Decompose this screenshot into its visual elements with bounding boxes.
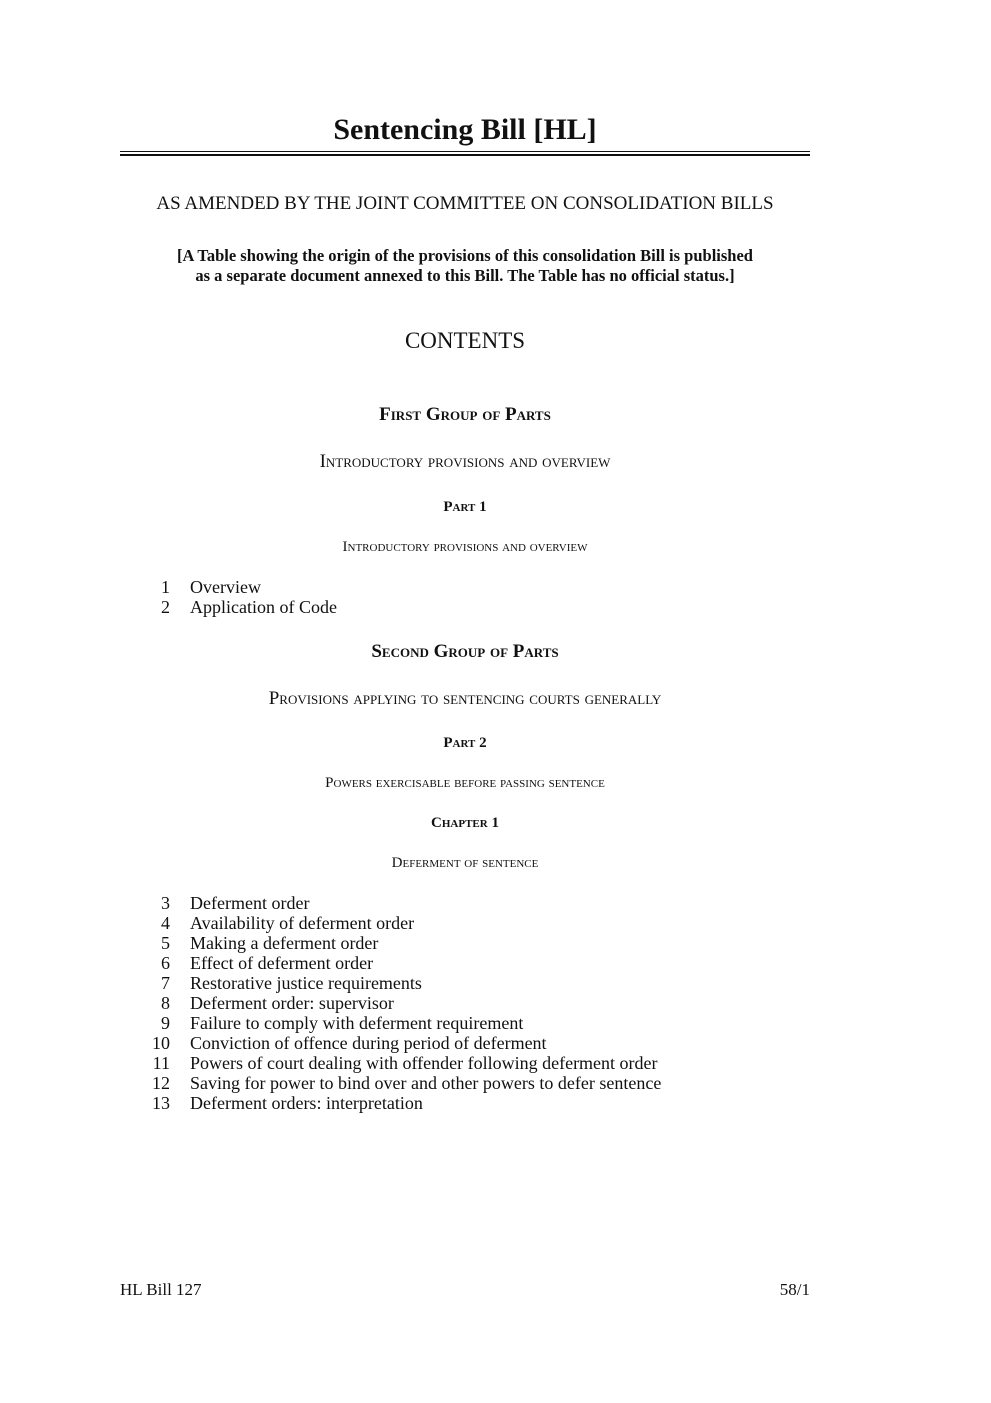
toc-item-number: 5 [161, 933, 170, 953]
origin-note-line-2: as a separate document annexed to this Bill. The Table has no official status.] [195, 266, 735, 285]
chapter-1-heading: Chapter 1 [431, 815, 499, 831]
toc-item-number: 2 [161, 597, 170, 617]
title-rule-thin [120, 151, 810, 152]
toc-item-number: 12 [152, 1073, 170, 1093]
toc-item-title: Deferment order [190, 893, 310, 913]
second-group-subheading: Provisions applying to sentencing courts generally [268, 688, 662, 709]
toc-item[interactable] [120, 597, 810, 617]
toc-item[interactable] [120, 913, 810, 933]
toc-item[interactable] [120, 953, 810, 973]
toc-item[interactable] [120, 577, 810, 597]
part-1-subheading: Introductory provisions and overview [342, 539, 588, 555]
toc-item-number: 6 [161, 953, 170, 973]
footer-page-reference: 58/1 [779, 1280, 810, 1299]
first-group-subheading: Introductory provisions and overview [319, 451, 611, 472]
part-1-contents-list [120, 577, 810, 617]
toc-item-title: Overview [190, 577, 261, 597]
origin-table-note [120, 246, 810, 286]
toc-item-number: 10 [152, 1033, 170, 1053]
toc-item[interactable] [120, 1013, 810, 1033]
contents-heading: CONTENTS [404, 328, 526, 353]
toc-item-number: 1 [161, 577, 170, 597]
toc-item[interactable] [120, 973, 810, 993]
toc-item-title: Availability of deferment order [190, 913, 415, 933]
chapter-1-subheading: Deferment of sentence [391, 855, 539, 871]
part-1-heading: Part 1 [443, 499, 487, 515]
chapter-1-contents-list [120, 893, 810, 1113]
part-2-heading: Part 2 [443, 735, 487, 751]
origin-note-line-1: [A Table showing the origin of the provisions of this consolidation Bill is published [177, 246, 753, 265]
toc-item-number: 7 [161, 973, 170, 993]
toc-item[interactable] [120, 1033, 810, 1053]
part-2-subheading: Powers exercisable before passing sentence [325, 775, 605, 791]
second-group-heading: Second Group of Parts [371, 641, 559, 662]
first-group-heading: First Group of Parts [379, 404, 551, 425]
toc-item-number: 3 [161, 893, 170, 913]
title-rule-thick [120, 154, 810, 156]
toc-item-number: 13 [152, 1093, 170, 1113]
toc-item-title: Application of Code [190, 597, 337, 617]
document-page [120, 0, 810, 1403]
toc-item[interactable] [120, 1073, 810, 1093]
toc-item-title: Conviction of offence during period of deferment [190, 1033, 547, 1053]
toc-item-title: Deferment order: supervisor [190, 993, 394, 1013]
toc-item-title: Restorative justice requirements [190, 973, 422, 993]
toc-item-title: Deferment orders: interpretation [190, 1093, 423, 1113]
toc-item-number: 11 [152, 1053, 170, 1073]
toc-item-number: 4 [161, 913, 170, 933]
footer-bill-reference: HL Bill 127 [120, 1280, 202, 1299]
toc-item-number: 9 [161, 1013, 170, 1033]
toc-item[interactable] [120, 933, 810, 953]
toc-item[interactable] [120, 993, 810, 1013]
toc-item[interactable] [120, 1053, 810, 1073]
bill-title: Sentencing Bill [HL] [333, 113, 597, 146]
toc-item-title: Effect of deferment order [190, 953, 374, 973]
toc-item-title: Saving for power to bind over and other powers to defer sentence [190, 1073, 662, 1093]
toc-item-title: Failure to comply with deferment requirement [190, 1013, 524, 1033]
toc-item[interactable] [120, 893, 810, 913]
toc-item-title: Powers of court dealing with offender following deferment order [190, 1053, 658, 1073]
toc-item-number: 8 [161, 993, 170, 1013]
toc-item[interactable] [120, 1093, 810, 1113]
toc-item-title: Making a deferment order [190, 933, 379, 953]
amended-note: AS AMENDED BY THE JOINT COMMITTEE ON CONSOLIDATION BILLS [156, 193, 774, 214]
